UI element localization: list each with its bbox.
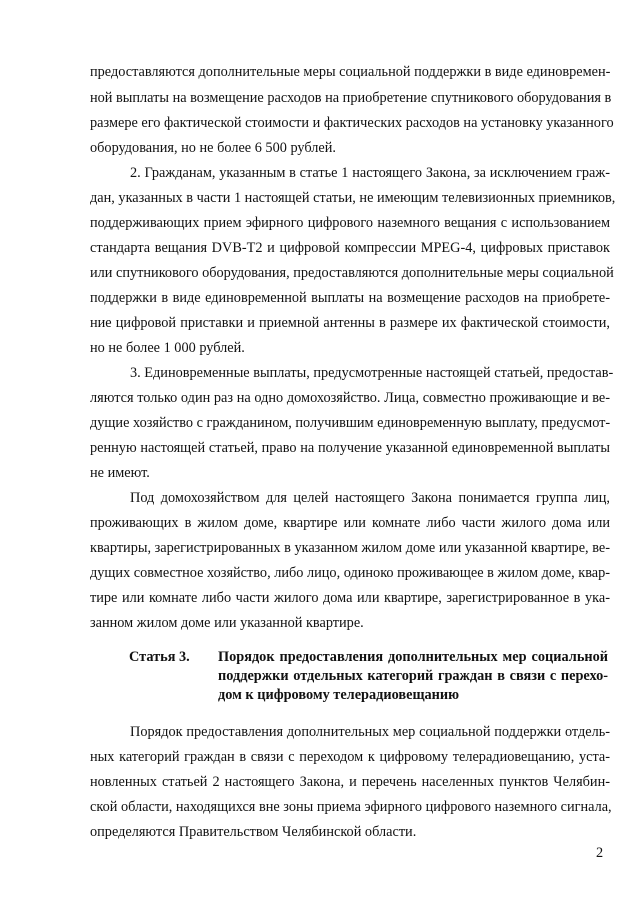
text-line: ние цифровой приставки и приемной антенны в размере их фактической стоимости, bbox=[90, 315, 610, 331]
text-line: ской области, находящихся вне зоны приема эфирного цифрового наземного сигнала, bbox=[90, 799, 612, 815]
text-line: проживающих в жилом доме, квартире или комнате либо части жилого дома или bbox=[90, 515, 610, 531]
text-line: определяются Правительством Челябинской области. bbox=[90, 824, 417, 840]
article-label: Статья 3. bbox=[129, 649, 190, 665]
text-line: ляются только один раз на одно домохозяйство. Лица, совместно проживающие и ве- bbox=[90, 390, 610, 406]
text-line: не имеют. bbox=[90, 465, 150, 481]
text-line: Под домохозяйством для целей настоящего Закона понимается группа лиц, bbox=[130, 490, 610, 506]
article-title-line: дом к цифровому телерадиовещанию bbox=[218, 687, 460, 703]
text-line: стандарта вещания DVB-T2 и цифровой компрессии MPEG-4, цифровых приставок bbox=[90, 240, 610, 256]
text-line: поддерживающих прием эфирного цифрового наземного вещания с использованием bbox=[90, 215, 610, 231]
text-line: оборудования, но не более 6 500 рублей. bbox=[90, 140, 336, 156]
text-line: занном жилом доме или указанной квартире. bbox=[90, 615, 364, 631]
text-line: 3. Единовременные выплаты, предусмотренные настоящей статьей, предостав- bbox=[130, 365, 614, 381]
text-line: ных категорий граждан в связи с переходом к цифровому телерадиовещанию, уста- bbox=[90, 749, 610, 765]
text-line: Порядок предоставления дополнительных мер социальной поддержки отдель- bbox=[130, 724, 610, 740]
text-line: тире или комнате либо части жилого дома или квартире, зарегистрированное в ука- bbox=[90, 590, 610, 606]
text-line: 2. Гражданам, указанным в статье 1 настоящего Закона, за исключением граж- bbox=[130, 165, 610, 181]
text-line: квартиры, зарегистрированных в указанном жилом доме или указанной квартире, ве- bbox=[90, 540, 610, 556]
text-line: или спутникового оборудования, предоставляются дополнительные меры социальной bbox=[90, 265, 614, 281]
text-line: ренную настоящей статьей, право на получение указанной единовременной выплаты bbox=[90, 440, 610, 456]
text-line: но не более 1 000 рублей. bbox=[90, 340, 245, 356]
article-title-line: поддержки отдельных категорий граждан в связи с перехо- bbox=[218, 668, 608, 684]
text-line: новленных статьей 2 настоящего Закона, и перечень населенных пунктов Челябин- bbox=[90, 774, 610, 790]
text-line: поддержки в виде единовременной выплаты на возмещение расходов на приобрете- bbox=[90, 290, 610, 306]
text-line: предоставляются дополнительные меры социальной поддержки в виде единовремен- bbox=[90, 64, 611, 80]
text-line: ной выплаты на возмещение расходов на приобретение спутникового оборудования в bbox=[90, 90, 612, 106]
page-number: 2 bbox=[596, 845, 604, 861]
text-line: дан, указанных в части 1 настоящей статьи, не имеющим телевизионных приемников, bbox=[90, 190, 616, 206]
article-title-line: Порядок предоставления дополнительных мер социальной bbox=[218, 649, 608, 665]
article-title bbox=[218, 648, 608, 705]
text-line: размере его фактической стоимости и фактических расходов на установку указанного bbox=[90, 115, 614, 131]
text-line: дущие хозяйство с гражданином, получившим единовременную выплату, предусмот- bbox=[90, 415, 611, 431]
text-line: дущих совместное хозяйство, либо лицо, одиноко проживающее в жилом доме, квар- bbox=[90, 565, 611, 581]
